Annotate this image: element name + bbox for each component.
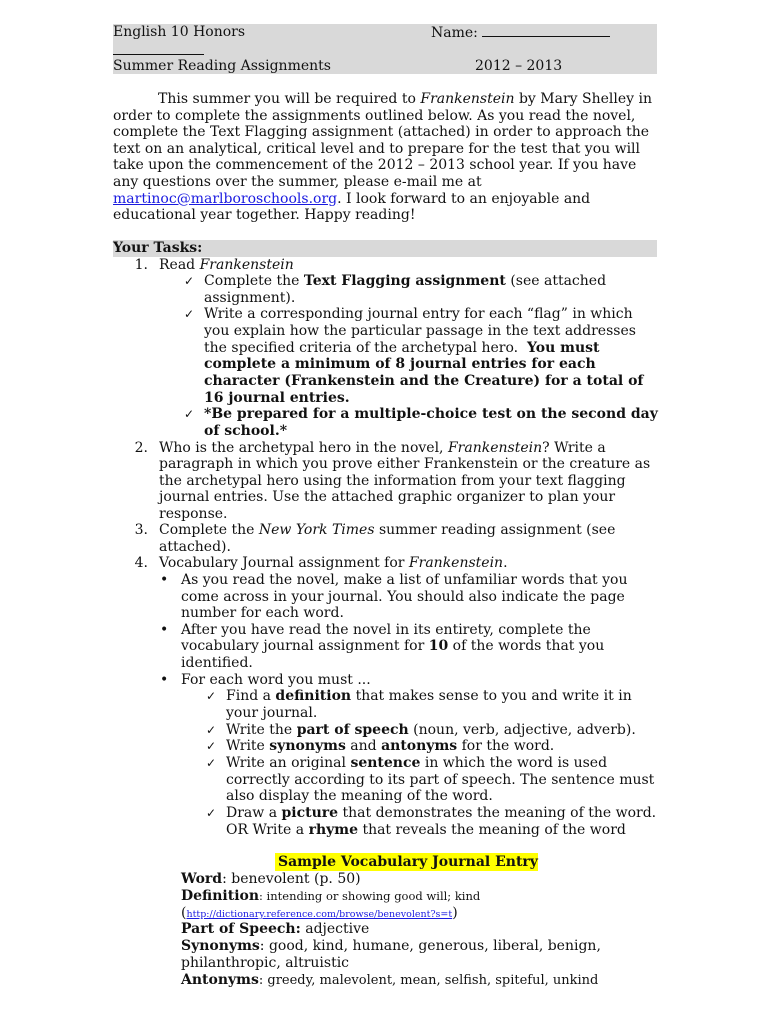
sample-pos [181, 921, 369, 938]
sample-definition-value: : intending or showing good will; kind [259, 889, 481, 903]
task-1-text [159, 257, 294, 274]
task-2-line-5: response. [159, 506, 228, 522]
sample-antonyms-label: Antonyms [181, 972, 259, 988]
sub-4-pre: Write an original [226, 755, 346, 771]
task-4-post: . [503, 555, 508, 571]
sub-1-line-2: your journal. [226, 705, 318, 721]
task-3-line-2: attached). [159, 539, 231, 555]
task-3-number: 3. [134, 522, 148, 538]
sample-pos-label: Part of Speech: [181, 921, 301, 937]
bullet-2-text-c: of the words that you [452, 638, 605, 654]
task-1c-line-1: *Be prepared for a multiple-choice test on the second day [204, 406, 658, 422]
sub-4-line-3: also display the meaning of the word. [226, 788, 493, 804]
sub-3-line-1 [226, 738, 554, 755]
assignment-title: Summer Reading Assignments [113, 58, 331, 74]
task-1a-line-2: assignment). [204, 290, 296, 306]
intro-paragraph [113, 91, 658, 224]
sample-word [181, 871, 361, 888]
task-1b-line-2: you explain how the particular passage in the text addresses [204, 323, 636, 339]
sample-antonyms-value: : greedy, malevolent, mean, selfish, spiteful, unkind [258, 973, 599, 988]
sub-5-line-1 [226, 805, 656, 822]
task-1a-bold: Text Flagging assignment [303, 273, 506, 289]
task-1b-line-6: 16 journal entries. [204, 390, 350, 406]
sample-word-label: Word [181, 871, 223, 887]
name-field [431, 24, 610, 42]
sub-5-l2-bold: rhyme [308, 822, 358, 838]
intro-text-3: . I look forward to an enjoyable and educational year together. Happy reading! [113, 190, 591, 224]
task-4-line-1 [159, 555, 508, 572]
sub-5-line-2 [226, 822, 626, 839]
check-icon: ✓ [184, 307, 195, 321]
dictionary-link[interactable]: http://dictionary.reference.com/browse/benevolent?s=t [186, 909, 453, 920]
task-1a-pre: Complete the [204, 273, 300, 289]
check-icon: ✓ [206, 739, 217, 753]
email-link[interactable]: martinoc@marlboroschools.org [113, 190, 338, 207]
bullet-1-line-2: come across in your journal. You should also indicate the page [181, 589, 625, 605]
course-title: English 10 Honors [113, 24, 246, 40]
header-row-1 [113, 24, 657, 58]
sample-definition-label: Definition [181, 888, 260, 904]
task-2-line-2: paragraph in which you prove either Frankenstein or the creature as [159, 456, 651, 472]
sample-definition [181, 888, 480, 905]
check-icon: ✓ [184, 407, 195, 421]
task-2-book: Frankenstein [447, 440, 543, 456]
sample-antonyms [181, 972, 598, 990]
sample-synonyms-label: Synonyms [181, 938, 260, 954]
sub-5-bold: picture [281, 805, 339, 821]
task-1-book: Frankenstein [199, 257, 294, 273]
sub-3-synonyms: synonyms [269, 738, 346, 754]
sample-title: Sample Vocabulary Journal Entry [278, 854, 538, 870]
check-icon: ✓ [184, 274, 195, 288]
task-1c-line-2: of school.* [204, 423, 288, 439]
task-1b-line-1: Write a corresponding journal entry for each “flag” in which [204, 306, 633, 322]
sub-2-post: (noun, verb, adjective, adverb). [413, 722, 636, 738]
bullet-2-line-2 [181, 638, 604, 655]
task-1a-post: (see attached [510, 273, 607, 289]
sub-1-line-1 [226, 688, 632, 705]
task-1b-line-3-text: the specified criteria of the archetypal hero. [204, 340, 519, 356]
sample-pos-value: adjective [305, 921, 370, 937]
task-3-pre: Complete the [159, 522, 255, 538]
task-2-number: 2. [134, 440, 148, 456]
sub-1-pre: Find a [226, 688, 271, 704]
task-1b-line-4: complete a minimum of 8 journal entries for each [204, 356, 596, 372]
task-1b-line-3-bold: You must [526, 340, 600, 356]
name-blank-line [482, 24, 610, 37]
bullet-1-line-3: number for each word. [181, 605, 344, 621]
sample-synonyms-line-2: philanthropic, altruistic [181, 955, 350, 971]
task-2-text-c: ? Write a [542, 440, 606, 456]
name-blank-line-continued [113, 42, 204, 55]
task-1b-line-3 [204, 340, 600, 357]
sub-5-post: that demonstrates the meaning of the word. [342, 805, 657, 821]
check-icon: ✓ [206, 806, 217, 820]
sub-5-pre: Draw a [226, 805, 278, 821]
task-3-post: summer reading assignment (see [378, 522, 616, 538]
bullet-icon: • [160, 572, 169, 588]
bullet-icon: • [160, 622, 169, 638]
bullet-2-line-1: After you have read the novel in its entirety, complete the [181, 622, 591, 638]
task-2-line-1 [159, 440, 606, 457]
task-2-line-3: the archetypal hero using the information from your text flagging [159, 473, 626, 489]
intro-book-title: Frankenstein [420, 91, 515, 107]
check-icon: ✓ [206, 756, 217, 770]
sub-4-line-2: correctly according to its part of speech. The sentence must [226, 772, 655, 788]
sub-1-post: that makes sense to you and write it in [355, 688, 632, 704]
bullet-2-count: 10 [428, 638, 449, 654]
bullet-3-line-1: For each word you must ... [181, 672, 371, 688]
task-2-line-4: journal entries. Use the attached graphic organizer to plan your [159, 489, 616, 505]
bullet-icon: • [160, 672, 169, 688]
sample-word-value: : benevolent (p. 50) [222, 871, 361, 887]
check-icon: ✓ [206, 689, 217, 703]
bullet-2-line-3: identified. [181, 655, 253, 671]
sub-2-pre: Write the [226, 722, 293, 738]
sub-3-antonyms: antonyms [381, 738, 458, 754]
task-4-book: Frankenstein [408, 555, 504, 571]
sample-definition-source: (http://dictionary.reference.com/browse/benevolent?s=t) [181, 905, 458, 921]
sub-5-l2-pre: OR Write a [226, 822, 305, 838]
intro-text-1: This summer you will be required to [158, 91, 416, 107]
sub-3-post: for the word. [461, 738, 555, 754]
task-3-line-1 [159, 522, 615, 539]
check-icon: ✓ [206, 723, 217, 737]
task-2-text-a: Who is the archetypal hero in the novel, [159, 440, 444, 456]
task-1-label: Read [159, 257, 196, 273]
sub-1-bold: definition [275, 688, 352, 704]
sub-4-line-1 [226, 755, 607, 772]
intro-text-2: by Mary Shelley in order to complete the assignments outlined below. As you read the novel, complete the Text Flagging assignment (attached) in order to approach the text on an analytical, critical level and to prepare for the test that you will take upon the commencement of the 2012 – 2013 school year. If you have any questions over the summer, please e-mail me at [113, 91, 653, 190]
sub-4-bold: sentence [350, 755, 421, 771]
task-3-italic: New York Times [258, 522, 375, 538]
bullet-2-text-a: vocabulary journal assignment for [181, 638, 425, 654]
school-year: 2012 – 2013 [475, 58, 563, 74]
sub-2-line-1 [226, 722, 636, 739]
sub-3-mid: and [350, 738, 377, 754]
task-1b-line-5: character (Frankenstein and the Creature) for a total of [204, 373, 644, 389]
tasks-heading: Your Tasks: [113, 240, 657, 257]
task-1-number: 1. [134, 257, 148, 273]
task-4-number: 4. [134, 555, 148, 571]
name-label: Name: [431, 25, 478, 41]
task-4-pre: Vocabulary Journal assignment for [159, 555, 405, 571]
sub-4-post: in which the word is used [424, 755, 608, 771]
task-1a-line-1 [204, 273, 606, 290]
sub-5-l2-post: that reveals the meaning of the word [362, 822, 626, 838]
sample-synonyms [181, 938, 601, 955]
bullet-1-line-1: As you read the novel, make a list of unfamiliar words that you [181, 572, 628, 588]
sub-3-pre: Write [226, 738, 265, 754]
sample-synonyms-value: : good, kind, humane, generous, liberal, benign, [259, 938, 601, 954]
sub-2-bold: part of speech [296, 722, 409, 738]
header-row-2 [113, 58, 657, 74]
